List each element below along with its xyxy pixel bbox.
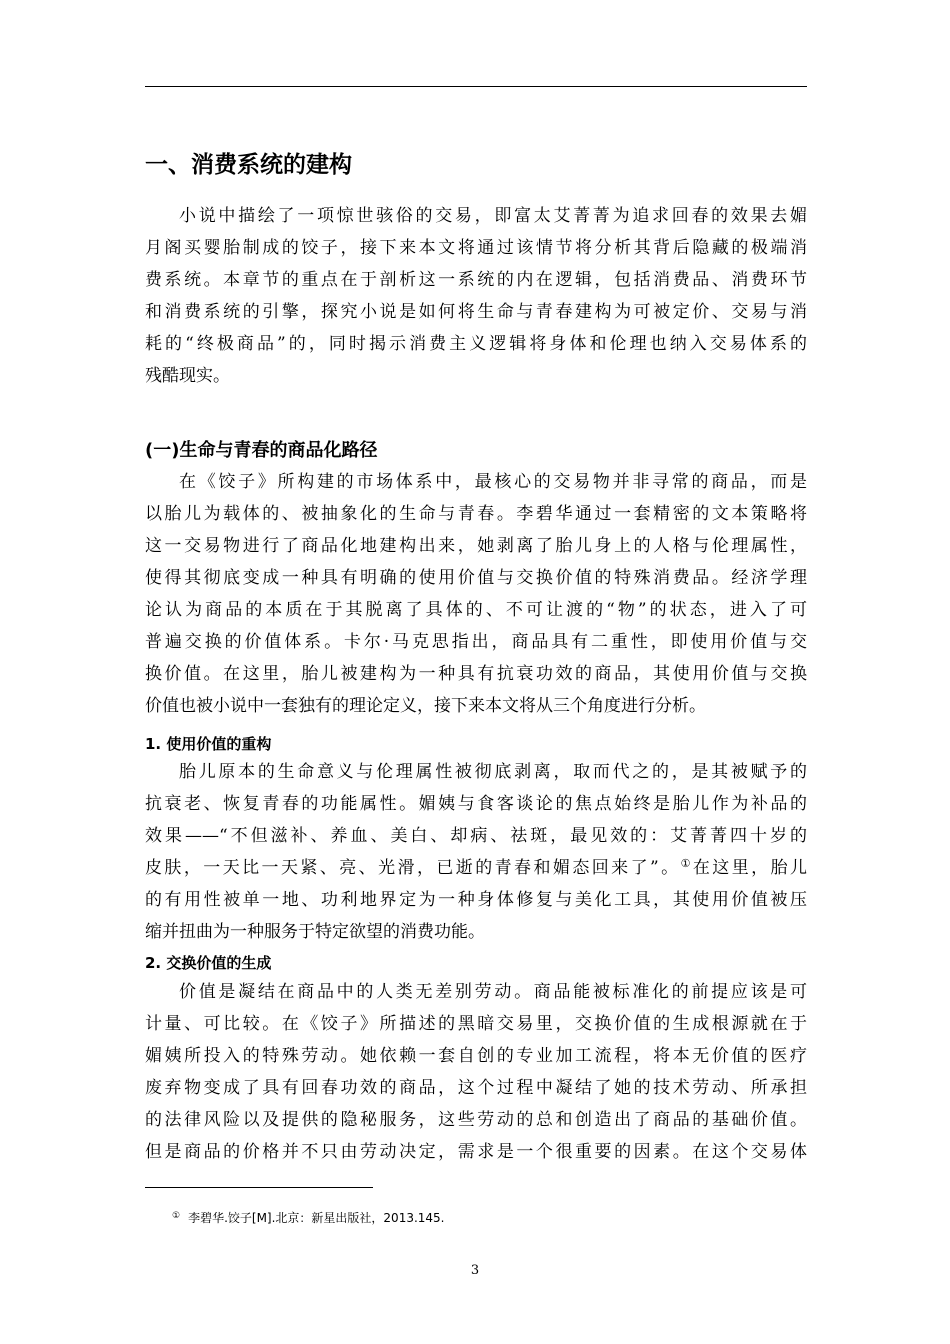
text-line: 的有用性被单一地、功利地界定为一种身体修复与美化工具，其使用价值被压 <box>145 890 807 910</box>
text-line: 残酷现实。 <box>145 366 230 386</box>
text-line: 使得其彻底变成一种具有明确的使用价值与交换价值的特殊消费品。经济学理 <box>145 568 807 588</box>
intro-paragraph <box>145 200 807 392</box>
text-line: 抗衰老、恢复青春的功能属性。媚姨与食客谈论的焦点始终是胎儿作为补品的 <box>145 794 807 814</box>
footnote-separator <box>145 1187 373 1188</box>
subsection-2-paragraph <box>145 976 807 1168</box>
text-line: 论认为商品的本质在于其脱离了具体的、不可让渡的“物”的状态，进入了可 <box>145 600 807 620</box>
subsection-heading-1: 1. 使用价值的重构 <box>145 735 272 753</box>
footnote-reference[interactable]: ① <box>680 857 693 870</box>
subsection-heading-2: 2. 交换价值的生成 <box>145 954 272 972</box>
text-line: 以胎儿为载体的、被抽象化的生命与青春。李碧华通过一套精密的文本策略将 <box>145 504 807 524</box>
footnote-text: 李碧华.饺子[M].北京：新星出版社，2013.145. <box>188 1211 445 1225</box>
text-line: 效果——“不但滋补、养血、美白、却病、祛斑，最见效的：艾菁菁四十岁的 <box>145 826 807 846</box>
text-line: 的法律风险以及提供的隐秘服务，这些劳动的总和创造出了商品的基础价值。 <box>145 1110 807 1130</box>
text-fragment: 皮肤，一天比一天紧、亮、光滑，已逝的青春和媚态回来了”。 <box>145 858 681 878</box>
text-line: 价值是凝结在商品中的人类无差别劳动。商品能被标准化的前提应该是可 <box>179 982 807 1002</box>
footnote-mark: ① <box>172 1211 181 1221</box>
text-line: 费系统。本章节的重点在于剖析这一系统的内在逻辑，包括消费品、消费环节 <box>145 270 807 290</box>
text-line: 在《饺子》所构建的市场体系中，最核心的交易物并非寻常的商品，而是 <box>179 472 807 492</box>
text-line: 换价值。在这里，胎儿被建构为一种具有抗衰功效的商品，其使用价值与交换 <box>145 664 807 684</box>
header-rule <box>145 86 807 87</box>
text-line: 这一交易物进行了商品化地建构出来，她剥离了胎儿身上的人格与伦理属性， <box>145 536 807 556</box>
text-line: 胎儿原本的生命意义与伦理属性被彻底剥离，取而代之的，是其被赋予的 <box>179 762 807 782</box>
text-line: 月阁买婴胎制成的饺子，接下来本文将通过该情节将分析其背后隐藏的极端消 <box>145 238 807 258</box>
footnote <box>172 1207 445 1227</box>
text-line-with-footnote <box>145 852 807 884</box>
chapter-heading: 一、消费系统的建构 <box>145 152 352 178</box>
text-line: 缩并扭曲为一种服务于特定欲望的消费功能。 <box>145 922 485 942</box>
text-line: 和消费系统的引擎，探究小说是如何将生命与青春建构为可被定价、交易与消 <box>145 302 807 322</box>
text-line: 耗的“终极商品”的，同时揭示消费主义逻辑将身体和伦理也纳入交易体系的 <box>145 334 807 354</box>
subsection-1-paragraph <box>145 756 807 948</box>
section-heading: (一)生命与青春的商品化路径 <box>145 440 378 461</box>
text-line: 小说中描绘了一项惊世骇俗的交易，即富太艾菁菁为追求回春的效果去媚 <box>179 206 807 226</box>
text-fragment: 在这里，胎儿 <box>692 858 807 878</box>
section-paragraph <box>145 466 807 722</box>
text-line: 媚姨所投入的特殊劳动。她依赖一套自创的专业加工流程，将本无价值的医疗 <box>145 1046 807 1066</box>
text-line: 价值也被小说中一套独有的理论定义，接下来本文将从三个角度进行分析。 <box>145 696 706 716</box>
text-line: 普遍交换的价值体系。卡尔·马克思指出，商品具有二重性，即使用价值与交 <box>145 632 807 652</box>
text-line: 废弃物变成了具有回春功效的商品，这个过程中凝结了她的技术劳动、所承担 <box>145 1078 807 1098</box>
text-line: 计量、可比较。在《饺子》所描述的黑暗交易里，交换价值的生成根源就在于 <box>145 1014 807 1034</box>
text-line: 但是商品的价格并不只由劳动决定，需求是一个很重要的因素。在这个交易体 <box>145 1142 807 1162</box>
page-number: 3 <box>470 1263 480 1278</box>
